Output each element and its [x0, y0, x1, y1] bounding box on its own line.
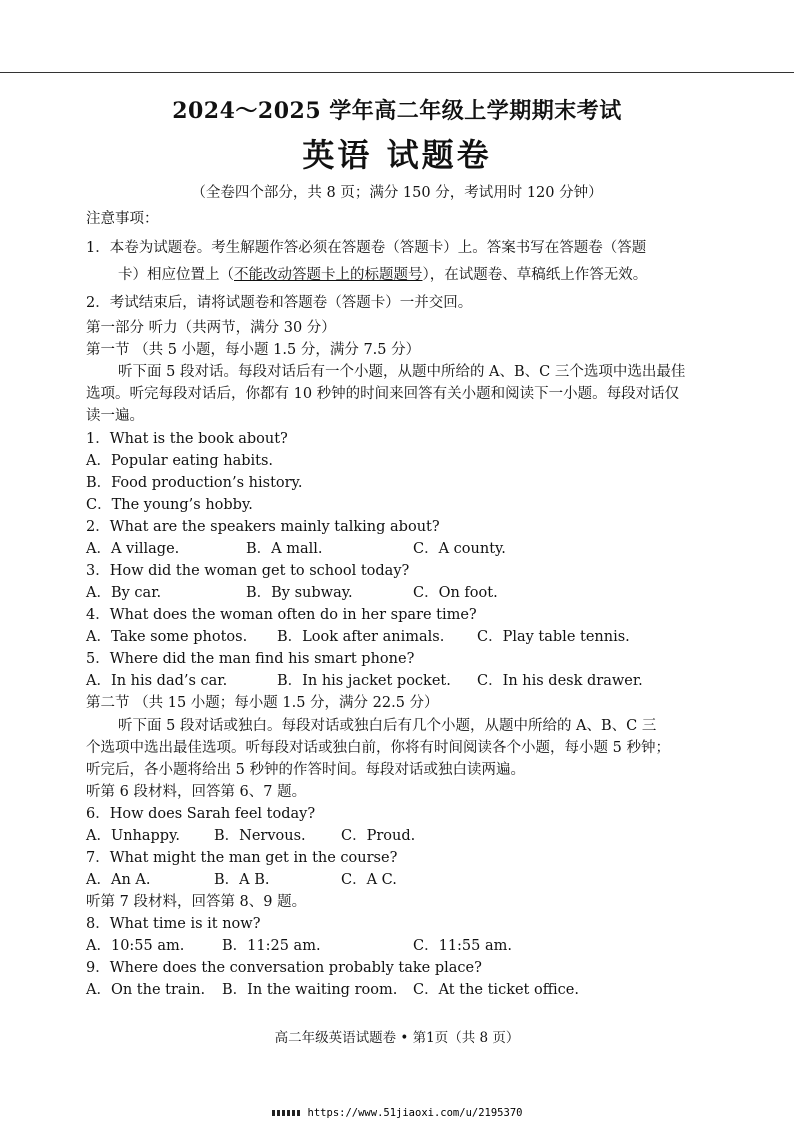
option-c: C．On foot. [413, 585, 498, 601]
option-a: A．10:55 am. [86, 938, 185, 954]
exam-title: 2024～2025 学年高二年级上学期期末考试 [172, 98, 622, 124]
question-2: 2．What are the speakers mainly talking about? [86, 519, 440, 535]
option-c: C．In his desk drawer. [477, 673, 643, 689]
source-url-watermark[interactable] [0, 1107, 794, 1119]
subject-title: 英语 试题卷 [302, 136, 492, 174]
option-b: B．11:25 am. [222, 938, 321, 954]
option-c: C．A C. [341, 872, 397, 888]
page-footer: 高二年级英语试题卷 • 第1页（共 8 页） [274, 1030, 520, 1046]
section2-heading: 第二节 （共 15 小题；每小题 1.5 分，满分 22.5 分） [86, 695, 439, 711]
watermark-glyph-icon [272, 1110, 302, 1116]
option-b: B．Look after animals. [277, 629, 445, 645]
option-b: B．In the waiting room. [222, 982, 398, 998]
option-b: B．A B. [214, 872, 270, 888]
option-c: C．Proud. [341, 828, 416, 844]
notice-item-1-cont [118, 263, 647, 284]
option-a: A．By car. [86, 585, 162, 601]
option-a: A．On the train. [86, 982, 206, 998]
notice-heading: 注意事项： [86, 211, 159, 227]
option-c: C．11:55 am. [413, 938, 512, 954]
option-a: A．Take some photos. [86, 629, 248, 645]
section2-instructions: 听下面 5 段对话或独白。每段对话或独白后有几个小题，从题中所给的 A、B、C 三 [118, 718, 657, 734]
option-c: C．Play table tennis. [477, 629, 630, 645]
option-b: B．In his jacket pocket. [277, 673, 451, 689]
exam-info: （全卷四个部分，共 8 页；满分 150 分，考试用时 120 分钟） [191, 185, 603, 201]
question-8: 8．What time is it now? [86, 916, 261, 932]
question-6: 6．How does Sarah feel today? [86, 806, 316, 822]
notice-text: 卡）相应位置上（ [118, 267, 234, 283]
option-a: A．In his dad’s car. [86, 673, 228, 689]
question-9: 9．Where does the conversation probably take place? [86, 960, 482, 976]
question-5: 5．Where did the man find his smart phone? [86, 651, 415, 667]
section2-instructions-cont: 听完后，各小题将给出 5 秒钟的作答时间。每段对话或独白读两遍。 [86, 762, 525, 778]
notice-item-1: 1．本卷为试题卷。考生解题作答必须在答题卷（答题卡）上。答案书写在答题卷（答题 [86, 240, 647, 256]
section1-instructions-cont: 读一遍。 [86, 408, 144, 424]
option-b: B．By subway. [246, 585, 353, 601]
section1-instructions: 听下面 5 段对话。每段对话后有一个小题，从题中所给的 A、B、C 三个选项中选出最佳 [118, 364, 686, 380]
option-a: A．Unhappy. [86, 828, 180, 844]
question-1: 1．What is the book about? [86, 431, 288, 447]
question-3: 3．How did the woman get to school today? [86, 563, 410, 579]
material-7-heading: 听第 7 段材料，回答第 8、9 题。 [86, 894, 307, 910]
section1-heading: 第一节 （共 5 小题，每小题 1.5 分，满分 7.5 分） [86, 342, 421, 358]
option-c: C．At the ticket office. [413, 982, 579, 998]
option-b: B．Nervous. [214, 828, 306, 844]
notice-item-2: 2．考试结束后，请将试题卷和答题卷（答题卡）一并交回。 [86, 295, 473, 311]
option-c: C．A county. [413, 541, 506, 557]
question-4: 4．What does the woman often do in her spare time? [86, 607, 477, 623]
option-b: B．Food production’s history. [86, 475, 303, 491]
option-b: B．A mall. [246, 541, 323, 557]
question-7: 7．What might the man get in the course? [86, 850, 398, 866]
section2-instructions-cont: 个选项中选出最佳选项。听每段对话或独白前，你将有时间阅读各个小题，每小题 5 秒钟； [86, 740, 670, 756]
notice-text: ），在试题卷、草稿纸上作答无效。 [422, 267, 648, 283]
top-rule [0, 72, 794, 73]
notice-underlined: 不能改动答题卡上的标题题号 [234, 267, 423, 283]
option-a: A．Popular eating habits. [86, 453, 274, 469]
option-a: A．A village. [86, 541, 180, 557]
option-c: C．The young’s hobby. [86, 497, 253, 513]
option-a: A．An A. [86, 872, 151, 888]
source-url[interactable]: https://www.51jiaoxi.com/u/2195370 [307, 1107, 523, 1119]
section1-instructions-cont: 选项。听完每段对话后，你都有 10 秒钟的时间来回答有关小题和阅读下一小题。每段对话仅 [86, 386, 680, 402]
part1-heading: 第一部分 听力（共两节，满分 30 分） [86, 320, 336, 336]
material-6-heading: 听第 6 段材料，回答第 6、7 题。 [86, 784, 307, 800]
